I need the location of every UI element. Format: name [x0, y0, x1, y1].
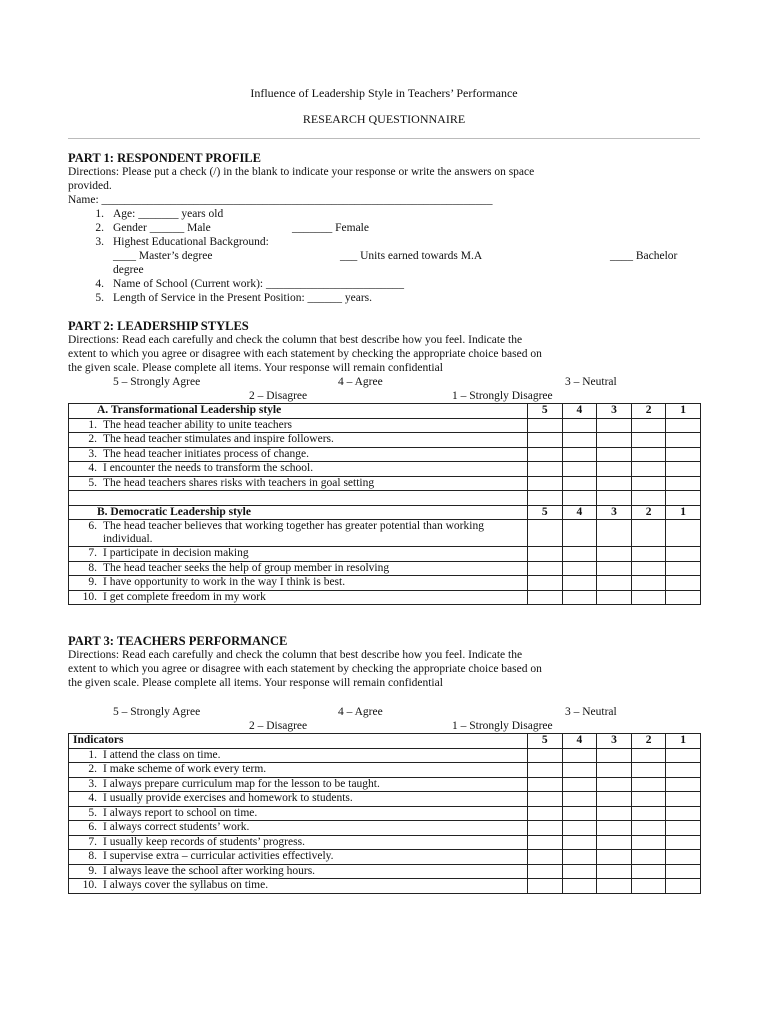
rating-cell[interactable]: [631, 476, 666, 491]
divider: [68, 138, 700, 139]
scale-3: 3 – Neutral: [565, 706, 617, 718]
rating-cell[interactable]: [527, 879, 562, 894]
col-1: 1: [666, 734, 701, 749]
rating-cell[interactable]: [527, 806, 562, 821]
rating-cell[interactable]: [527, 792, 562, 807]
rating-cell[interactable]: [666, 792, 701, 807]
rating-cell[interactable]: [631, 864, 666, 879]
col-5: 5: [527, 505, 562, 520]
rating-cell[interactable]: [562, 561, 597, 576]
rating-cell[interactable]: [666, 590, 701, 605]
rating-cell[interactable]: [527, 821, 562, 836]
scale-4: 4 – Agree: [338, 706, 383, 718]
service-field[interactable]: Length of Service in the Present Position: ______ years.: [113, 292, 373, 304]
rating-cell[interactable]: [562, 806, 597, 821]
rating-cell[interactable]: [597, 748, 632, 763]
table-row: 3. I always prepare curriculum map for the lesson to be taught.: [69, 777, 701, 792]
document-subtitle: RESEARCH QUESTIONNAIRE: [302, 112, 466, 126]
rating-cell[interactable]: [597, 433, 632, 448]
rating-cell[interactable]: [666, 850, 701, 865]
col-1: 1: [666, 404, 701, 419]
rating-cell[interactable]: [527, 447, 562, 462]
rating-cell[interactable]: [666, 433, 701, 448]
col-2: 2: [631, 734, 666, 749]
rating-cell[interactable]: [666, 547, 701, 562]
table-row: 6. The head teacher believes that working together has greater potential than working individual.: [69, 520, 701, 547]
table-row: 8. I supervise extra – curricular activities effectively.: [69, 850, 701, 865]
rating-cell[interactable]: [597, 850, 632, 865]
table-row: 10. I get complete freedom in my work: [69, 590, 701, 605]
scale-5: 5 – Strongly Agree: [113, 706, 201, 718]
col-3: 3: [597, 404, 632, 419]
table-row: 1. I attend the class on time.: [69, 748, 701, 763]
rating-cell[interactable]: [631, 835, 666, 850]
rating-cell[interactable]: [666, 879, 701, 894]
rating-cell[interactable]: [562, 864, 597, 879]
rating-cell[interactable]: [631, 433, 666, 448]
rating-cell[interactable]: [631, 576, 666, 591]
profile-item-service: 5. Length of Service in the Present Position: ______ years.: [95, 292, 373, 304]
table-row: 5. I always report to school on time.: [69, 806, 701, 821]
section-a-heading: A. Transformational Leadership style: [69, 404, 528, 419]
col-2: 2: [631, 505, 666, 520]
school-field[interactable]: Name of School (Current work): ________________________: [113, 278, 404, 290]
scale-4: 4 – Agree: [338, 376, 383, 388]
table-row: 2. The head teacher stimulates and inspire followers.: [69, 433, 701, 448]
rating-cell[interactable]: [666, 835, 701, 850]
col-1: 1: [666, 505, 701, 520]
rating-cell[interactable]: [666, 748, 701, 763]
part2-heading: PART 2: LEADERSHIP STYLES: [68, 319, 249, 333]
rating-cell[interactable]: [631, 447, 666, 462]
rating-cell[interactable]: [562, 547, 597, 562]
rating-cell[interactable]: [631, 792, 666, 807]
rating-cell[interactable]: [631, 879, 666, 894]
rating-cell[interactable]: [666, 462, 701, 477]
table-row: 2. I make scheme of work every term.: [69, 763, 701, 778]
edu-units-option[interactable]: ___ Units earned towards M.A: [340, 250, 483, 262]
rating-cell[interactable]: [527, 433, 562, 448]
profile-item-gender: 2. Gender ______ Male _______ Female: [95, 222, 369, 234]
rating-cell[interactable]: [631, 462, 666, 477]
age-field[interactable]: Age: _______ years old: [113, 208, 224, 220]
table-row: 1. The head teacher ability to unite teachers: [69, 418, 701, 433]
rating-cell[interactable]: [631, 590, 666, 605]
rating-cell[interactable]: [527, 576, 562, 591]
part3-heading: PART 3: TEACHERS PERFORMANCE: [68, 634, 288, 648]
col-3: 3: [597, 505, 632, 520]
rating-cell[interactable]: [527, 520, 562, 547]
rating-cell[interactable]: [631, 777, 666, 792]
rating-cell[interactable]: [631, 748, 666, 763]
table-row: 7. I participate in decision making: [69, 547, 701, 562]
leadership-table: [68, 403, 701, 605]
rating-cell[interactable]: [666, 476, 701, 491]
rating-cell[interactable]: [527, 561, 562, 576]
rating-cell[interactable]: [597, 576, 632, 591]
part3-directions-line2: extent to which you agree or disagree with each statement by checking the appropriate choice based on: [68, 663, 542, 675]
rating-cell[interactable]: [597, 763, 632, 778]
rating-cell[interactable]: [562, 476, 597, 491]
rating-cell[interactable]: [562, 576, 597, 591]
col-4: 4: [562, 734, 597, 749]
rating-cell[interactable]: [631, 547, 666, 562]
rating-cell[interactable]: [597, 792, 632, 807]
scale-2: 2 – Disagree: [249, 720, 308, 732]
rating-cell[interactable]: [562, 835, 597, 850]
table-row: 5. The head teachers shares risks with teachers in goal setting: [69, 476, 701, 491]
col-2: 2: [631, 404, 666, 419]
profile-item-education: 3. Highest Educational Background:: [95, 236, 269, 248]
rating-cell[interactable]: [562, 879, 597, 894]
rating-cell[interactable]: [562, 418, 597, 433]
rating-cell[interactable]: [562, 748, 597, 763]
part2-directions-line1: Directions: Read each carefully and check the column that best describe how you feel. Indicate the: [68, 334, 523, 346]
rating-cell[interactable]: [666, 418, 701, 433]
rating-cell[interactable]: [527, 835, 562, 850]
rating-cell[interactable]: [562, 433, 597, 448]
part3-directions-line1: Directions: Read each carefully and check the column that best describe how you feel. Indicate the: [68, 649, 523, 661]
rating-cell[interactable]: [666, 576, 701, 591]
rating-cell[interactable]: [631, 850, 666, 865]
indicators-heading: Indicators: [69, 734, 528, 749]
scale-1: 1 – Strongly Disagree: [452, 390, 553, 402]
rating-cell[interactable]: [631, 418, 666, 433]
col-5: 5: [527, 734, 562, 749]
table-row: 10. I always cover the syllabus on time.: [69, 879, 701, 894]
rating-cell[interactable]: [597, 520, 632, 547]
rating-cell[interactable]: [666, 447, 701, 462]
rating-cell[interactable]: [631, 763, 666, 778]
part1-directions-line2: provided.: [68, 180, 112, 192]
scale-5: 5 – Strongly Agree: [113, 376, 201, 388]
rating-cell[interactable]: [562, 447, 597, 462]
rating-cell[interactable]: [597, 777, 632, 792]
name-field[interactable]: Name: ____________________________________________________________________: [68, 194, 493, 206]
scale-2: 2 – Disagree: [249, 390, 308, 402]
rating-cell[interactable]: [666, 806, 701, 821]
table-row: 4. I encounter the needs to transform the school.: [69, 462, 701, 477]
edu-bachelor-option[interactable]: ____ Bachelor: [610, 250, 678, 262]
rating-cell[interactable]: [666, 561, 701, 576]
table-row: 7. I usually keep records of students’ progress.: [69, 835, 701, 850]
rating-cell[interactable]: [562, 792, 597, 807]
spacer-row: [69, 491, 701, 506]
rating-cell[interactable]: [562, 777, 597, 792]
scale-3: 3 – Neutral: [565, 376, 617, 388]
rating-cell[interactable]: [562, 520, 597, 547]
col-4: 4: [562, 404, 597, 419]
part2-directions-line2: extent to which you agree or disagree with each statement by checking the appropriate choice based on: [68, 348, 542, 360]
rating-cell[interactable]: [562, 850, 597, 865]
part1-directions-line1: Directions: Please put a check (/) in the blank to indicate your response or write the answers on space: [68, 166, 535, 178]
rating-cell[interactable]: [631, 520, 666, 547]
rating-cell[interactable]: [527, 547, 562, 562]
rating-cell[interactable]: [527, 418, 562, 433]
rating-cell[interactable]: [666, 777, 701, 792]
rating-cell[interactable]: [666, 763, 701, 778]
rating-cell[interactable]: [527, 590, 562, 605]
table-row: 8. The head teacher seeks the help of group member in resolving: [69, 561, 701, 576]
rating-cell[interactable]: [597, 476, 632, 491]
rating-cell[interactable]: [597, 821, 632, 836]
rating-cell[interactable]: [562, 462, 597, 477]
rating-cell[interactable]: [666, 520, 701, 547]
rating-cell[interactable]: [562, 821, 597, 836]
performance-table: [68, 733, 701, 894]
rating-cell[interactable]: [666, 821, 701, 836]
table-row: 6. I always correct students’ work.: [69, 821, 701, 836]
rating-cell[interactable]: [597, 462, 632, 477]
part2-directions-line3: the given scale. Please complete all items. Your response will remain confidential: [68, 362, 443, 374]
profile-item-age: 1. Age: _______ years old: [95, 208, 224, 220]
table-row: 9. I always leave the school after working hours.: [69, 864, 701, 879]
table-row: 9. I have opportunity to work in the way I think is best.: [69, 576, 701, 591]
table-row: 4. I usually provide exercises and homework to students.: [69, 792, 701, 807]
rating-cell[interactable]: [597, 418, 632, 433]
profile-item-school: 4. Name of School (Current work): ________________________: [95, 278, 404, 290]
table-header-row: [69, 404, 701, 419]
rating-cell[interactable]: [631, 806, 666, 821]
rating-cell[interactable]: [597, 447, 632, 462]
rating-cell[interactable]: [597, 864, 632, 879]
table-header-row: [69, 734, 701, 749]
section-b-heading: B. Democratic Leadership style: [69, 505, 528, 520]
edu-bachelor-option-cont: degree: [113, 264, 144, 276]
document-title: Influence of Leadership Style in Teachers’ Performance: [250, 86, 518, 100]
rating-cell[interactable]: [527, 850, 562, 865]
rating-cell[interactable]: [597, 835, 632, 850]
scale-1: 1 – Strongly Disagree: [452, 720, 553, 732]
rating-cell[interactable]: [527, 777, 562, 792]
rating-cell[interactable]: [527, 864, 562, 879]
table-row: 3. The head teacher initiates process of change.: [69, 447, 701, 462]
col-5: 5: [527, 404, 562, 419]
rating-cell[interactable]: [597, 547, 632, 562]
table-header-row: [69, 505, 701, 520]
rating-cell[interactable]: [631, 561, 666, 576]
rating-cell[interactable]: [597, 879, 632, 894]
col-4: 4: [562, 505, 597, 520]
part3-directions-line3: the given scale. Please complete all items. Your response will remain confidential: [68, 677, 443, 689]
rating-cell[interactable]: [527, 476, 562, 491]
rating-cell[interactable]: [597, 806, 632, 821]
rating-cell[interactable]: [562, 763, 597, 778]
edu-masters-option[interactable]: ____ Master’s degree: [113, 250, 213, 262]
rating-cell[interactable]: [562, 590, 597, 605]
gender-female-field[interactable]: _______ Female: [292, 222, 369, 234]
rating-cell[interactable]: [666, 864, 701, 879]
rating-cell[interactable]: [527, 462, 562, 477]
gender-male-field[interactable]: Gender ______ Male: [113, 222, 211, 234]
rating-cell[interactable]: [527, 763, 562, 778]
rating-cell[interactable]: [631, 821, 666, 836]
rating-cell[interactable]: [597, 561, 632, 576]
rating-cell[interactable]: [597, 590, 632, 605]
col-3: 3: [597, 734, 632, 749]
rating-cell[interactable]: [527, 748, 562, 763]
part1-heading: PART 1: RESPONDENT PROFILE: [68, 151, 261, 165]
